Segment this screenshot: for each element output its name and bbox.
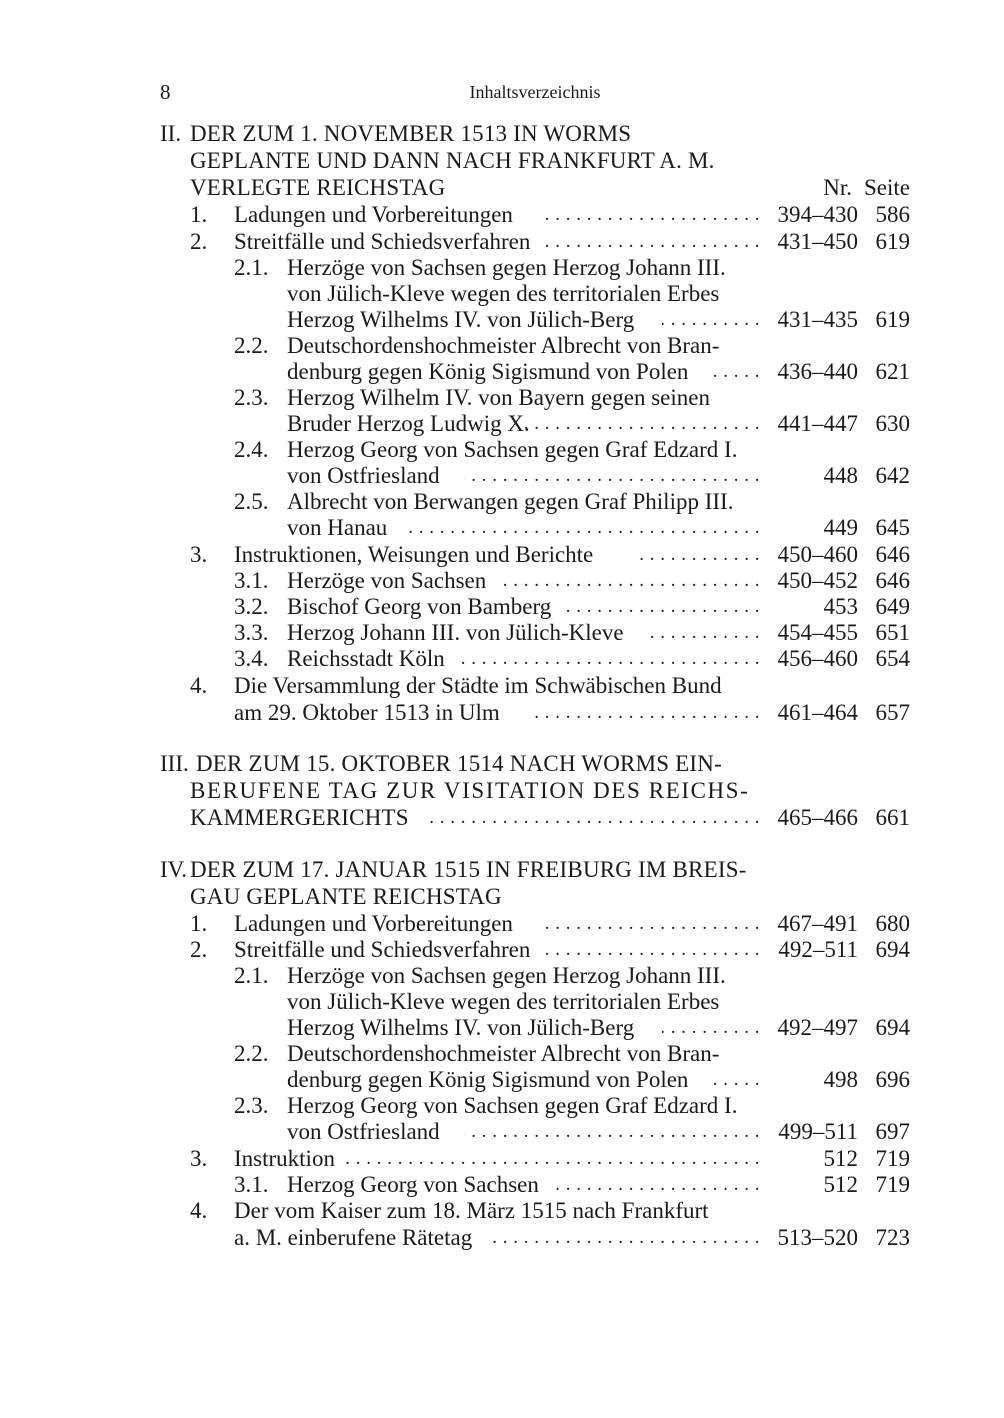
section-number: IV.: [160, 857, 188, 882]
entry-number: 2.5.: [234, 489, 269, 514]
entry-title: Streitfälle und Schiedsverfahren: [234, 229, 531, 254]
entry-nr: 498: [823, 1067, 858, 1092]
entry-page: 723: [875, 1225, 910, 1250]
toc-subentry: [0, 410, 1004, 438]
entry-page: 645: [875, 515, 910, 540]
dot-leader: [464, 1118, 760, 1146]
dot-leader: [566, 593, 760, 621]
entry-page: 642: [875, 463, 910, 488]
entry-title: Deutschordenshochmeister Albrecht von Bran-: [287, 1041, 720, 1066]
entry-number: 4.: [190, 1198, 208, 1223]
toc-entry: [0, 228, 1004, 256]
entry-title: Streitfälle und Schiedsverfahren: [234, 937, 531, 962]
entry-nr: 454–455: [777, 620, 858, 645]
entry-nr: 492–497: [777, 1015, 858, 1040]
entry-nr: 450–460: [777, 542, 858, 567]
section-heading: [0, 777, 1004, 805]
running-head: [160, 80, 910, 106]
entry-number: 2.4.: [234, 437, 269, 462]
entry-page: 586: [875, 202, 910, 227]
toc-entry: [0, 1145, 1004, 1173]
entry-nr: 512: [823, 1172, 858, 1197]
entry-page: 697: [875, 1119, 910, 1144]
entry-title: von Jülich-Kleve wegen des territorialen Erbes: [287, 989, 720, 1014]
section-heading: [0, 883, 1004, 911]
entry-title: am 29. Oktober 1513 in Ulm: [234, 700, 500, 725]
entry-title: denburg gegen König Sigismund von Polen: [287, 1067, 689, 1092]
running-head-title: Inhaltsverzeichnis: [469, 82, 601, 102]
entry-page: 630: [875, 411, 910, 436]
entry-title: von Ostfriesland: [287, 1119, 440, 1144]
toc-subentry: [0, 619, 1004, 647]
entry-page: 694: [875, 1015, 910, 1040]
entry-number: 2.3.: [234, 385, 269, 410]
entry-number: 3.4.: [234, 646, 269, 671]
entry-title: Der vom Kaiser zum 18. März 1515 nach Frankfurt: [234, 1198, 709, 1223]
entry-number: 3.: [190, 542, 208, 567]
toc-entry: [0, 541, 1004, 569]
toc-subentry: [0, 488, 1004, 516]
section-number: II.: [160, 121, 182, 146]
dot-leader: [662, 306, 760, 334]
entry-page: 696: [875, 1067, 910, 1092]
toc-subentry: [0, 436, 1004, 464]
entry-title: Herzog Georg von Sachsen gegen Graf Edzard I.: [287, 1093, 738, 1118]
toc-subentry: [0, 1014, 1004, 1042]
dot-leader: [644, 619, 760, 647]
section-heading: [0, 750, 1004, 778]
entry-nr: 513–520: [777, 1225, 858, 1250]
entry-title: Albrecht von Berwangen gegen Graf Philipp III.: [287, 489, 734, 514]
dot-leader: [710, 358, 760, 386]
dot-leader: [490, 1224, 760, 1252]
entry-title: von Hanau: [287, 515, 388, 540]
entry-title: von Ostfriesland: [287, 463, 440, 488]
dot-leader: [424, 804, 760, 832]
entry-title: Herzog Georg von Sachsen gegen Graf Edzard I.: [287, 437, 738, 462]
entry-title: Herzog Wilhelm IV. von Bayern gegen seinen: [287, 385, 710, 410]
entry-title: Ladungen und Vorbereitungen: [234, 911, 513, 936]
entry-number: 3.2.: [234, 594, 269, 619]
dot-leader: [520, 410, 760, 438]
entry-number: 1.: [190, 202, 208, 227]
entry-title: Ladungen und Vorbereitungen: [234, 202, 513, 227]
dot-leader: [532, 699, 760, 727]
entry-title: Herzog Georg von Sachsen: [287, 1172, 539, 1197]
section-title-line: VERLEGTE REICHSTAG: [190, 175, 446, 200]
section-heading: [0, 120, 1004, 148]
dot-leader: [662, 1014, 760, 1042]
entry-title: Herzöge von Sachsen gegen Herzog Johann III.: [287, 963, 726, 988]
entry-page: 649: [875, 594, 910, 619]
entry-number: 3.1.: [234, 1172, 269, 1197]
dot-leader: [634, 541, 760, 569]
dot-leader: [544, 228, 760, 256]
toc-subentry: [0, 1171, 1004, 1199]
toc-subentry: [0, 332, 1004, 360]
dot-leader: [540, 201, 760, 229]
toc-subentry: [0, 462, 1004, 490]
entry-title: denburg gegen König Sigismund von Polen: [287, 359, 689, 384]
toc-subentry: [0, 514, 1004, 542]
entry-page: 619: [875, 307, 910, 332]
entry-page: 619: [875, 229, 910, 254]
entry-nr: 499–511: [778, 1119, 858, 1144]
section-title-line: GAU GEPLANTE REICHSTAG: [190, 884, 502, 909]
entry-number: 2.3.: [234, 1093, 269, 1118]
entry-nr: 449: [823, 515, 858, 540]
toc-entry: [0, 201, 1004, 229]
entry-page: 694: [875, 937, 910, 962]
toc-subentry: [0, 384, 1004, 412]
entry-title: a. M. einberufene Rätetag: [234, 1225, 473, 1250]
entry-title: Deutschordenshochmeister Albrecht von Bran-: [287, 333, 720, 358]
entry-nr: 431–435: [777, 307, 858, 332]
entry-number: 3.1.: [234, 568, 269, 593]
entry-title: Herzog Wilhelms IV. von Jülich-Berg: [287, 307, 635, 332]
entry-title: Bruder Herzog Ludwig X.: [287, 411, 530, 436]
section-title-line: DER ZUM 1. NOVEMBER 1513 IN WORMS: [190, 121, 632, 146]
entry-number: 2.: [190, 937, 208, 962]
toc-subentry: [0, 358, 1004, 386]
entry-nr: 512: [823, 1146, 858, 1171]
dot-leader: [458, 645, 760, 673]
toc-subentry: [0, 567, 1004, 595]
dot-leader: [464, 462, 760, 490]
toc-subentry: [0, 306, 1004, 334]
entry-nr: 465–466: [777, 805, 858, 830]
entry-nr: 441–447: [777, 411, 858, 436]
entry-page: 661: [875, 805, 910, 830]
entry-title: Reichsstadt Köln: [287, 646, 445, 671]
section-title-line: DER ZUM 17. JANUAR 1515 IN FREIBURG IM BREIS-: [190, 857, 747, 882]
entry-title: Instruktion: [234, 1146, 335, 1171]
toc-subentry: [0, 1066, 1004, 1094]
entry-nr: 436–440: [777, 359, 858, 384]
column-header-nr: Nr.: [823, 175, 852, 200]
entry-nr: 492–511: [778, 937, 858, 962]
entry-number: 3.3.: [234, 620, 269, 645]
entry-nr: 448: [823, 463, 858, 488]
section-title-line: BERUFENE TAG ZUR VISITATION DES REICHS-: [190, 778, 750, 803]
toc-subentry: [0, 988, 1004, 1016]
entry-page: 646: [875, 568, 910, 593]
entry-page: 654: [875, 646, 910, 671]
entry-nr: 467–491: [777, 911, 858, 936]
toc-entry: [0, 936, 1004, 964]
entry-title: Herzog Johann III. von Jülich-Kleve: [287, 620, 624, 645]
toc-subentry: [0, 645, 1004, 673]
entry-number: 1.: [190, 911, 208, 936]
toc-entry: [0, 1197, 1004, 1225]
section-heading: [0, 804, 1004, 832]
entry-page: 719: [875, 1146, 910, 1171]
entry-number: 2.1.: [234, 255, 269, 280]
dot-leader: [710, 1066, 760, 1094]
column-header-seite: Seite: [864, 175, 910, 200]
entry-nr: 450–452: [777, 568, 858, 593]
entry-nr: 461–464: [777, 700, 858, 725]
entry-number: 2.1.: [234, 963, 269, 988]
section-heading: [0, 147, 1004, 175]
section-number: III.: [160, 751, 189, 776]
dot-leader: [346, 1145, 760, 1173]
entry-page: 657: [875, 700, 910, 725]
entry-page: 719: [875, 1172, 910, 1197]
entry-title: Instruktionen, Weisungen und Berichte: [234, 542, 594, 567]
toc-entry: [0, 910, 1004, 938]
toc-subentry: [0, 254, 1004, 282]
entry-number: 2.2.: [234, 333, 269, 358]
page-number: 8: [160, 80, 171, 104]
entry-title: Herzöge von Sachsen gegen Herzog Johann III.: [287, 255, 726, 280]
toc-subentry: [0, 1040, 1004, 1068]
entry-title: Herzöge von Sachsen: [287, 568, 487, 593]
entry-page: 646: [875, 542, 910, 567]
entry-page: 651: [875, 620, 910, 645]
section-title-line: GEPLANTE UND DANN NACH FRANKFURT A. M.: [190, 148, 715, 173]
toc-entry: [0, 699, 1004, 727]
entry-number: 3.: [190, 1146, 208, 1171]
section-heading: [0, 174, 1004, 202]
entry-number: 4.: [190, 673, 208, 698]
entry-nr: 394–430: [777, 202, 858, 227]
dot-leader: [404, 514, 760, 542]
section-title-line: KAMMERGERICHTS: [190, 805, 409, 830]
entry-title: von Jülich-Kleve wegen des territorialen Erbes: [287, 281, 720, 306]
toc-subentry: [0, 962, 1004, 990]
dot-leader: [500, 567, 760, 595]
dot-leader: [556, 1171, 760, 1199]
entry-nr: 431–450: [777, 229, 858, 254]
toc-entry: [0, 1224, 1004, 1252]
entry-number: 2.: [190, 229, 208, 254]
toc-subentry: [0, 280, 1004, 308]
dot-leader: [544, 936, 760, 964]
dot-leader: [540, 910, 760, 938]
toc-subentry: [0, 1118, 1004, 1146]
toc-subentry: [0, 593, 1004, 621]
entry-title: Die Versammlung der Städte im Schwäbischen Bund: [234, 673, 722, 698]
entry-page: 680: [875, 911, 910, 936]
section-heading: [0, 856, 1004, 884]
entry-title: Bischof Georg von Bamberg: [287, 594, 552, 619]
entry-nr: 453: [823, 594, 858, 619]
entry-title: Herzog Wilhelms IV. von Jülich-Berg: [287, 1015, 635, 1040]
entry-page: 621: [875, 359, 910, 384]
entry-number: 2.2.: [234, 1041, 269, 1066]
entry-nr: 456–460: [777, 646, 858, 671]
toc-subentry: [0, 1092, 1004, 1120]
toc-entry: [0, 672, 1004, 700]
section-title-line: DER ZUM 15. OKTOBER 1514 NACH WORMS EIN-: [196, 751, 722, 776]
